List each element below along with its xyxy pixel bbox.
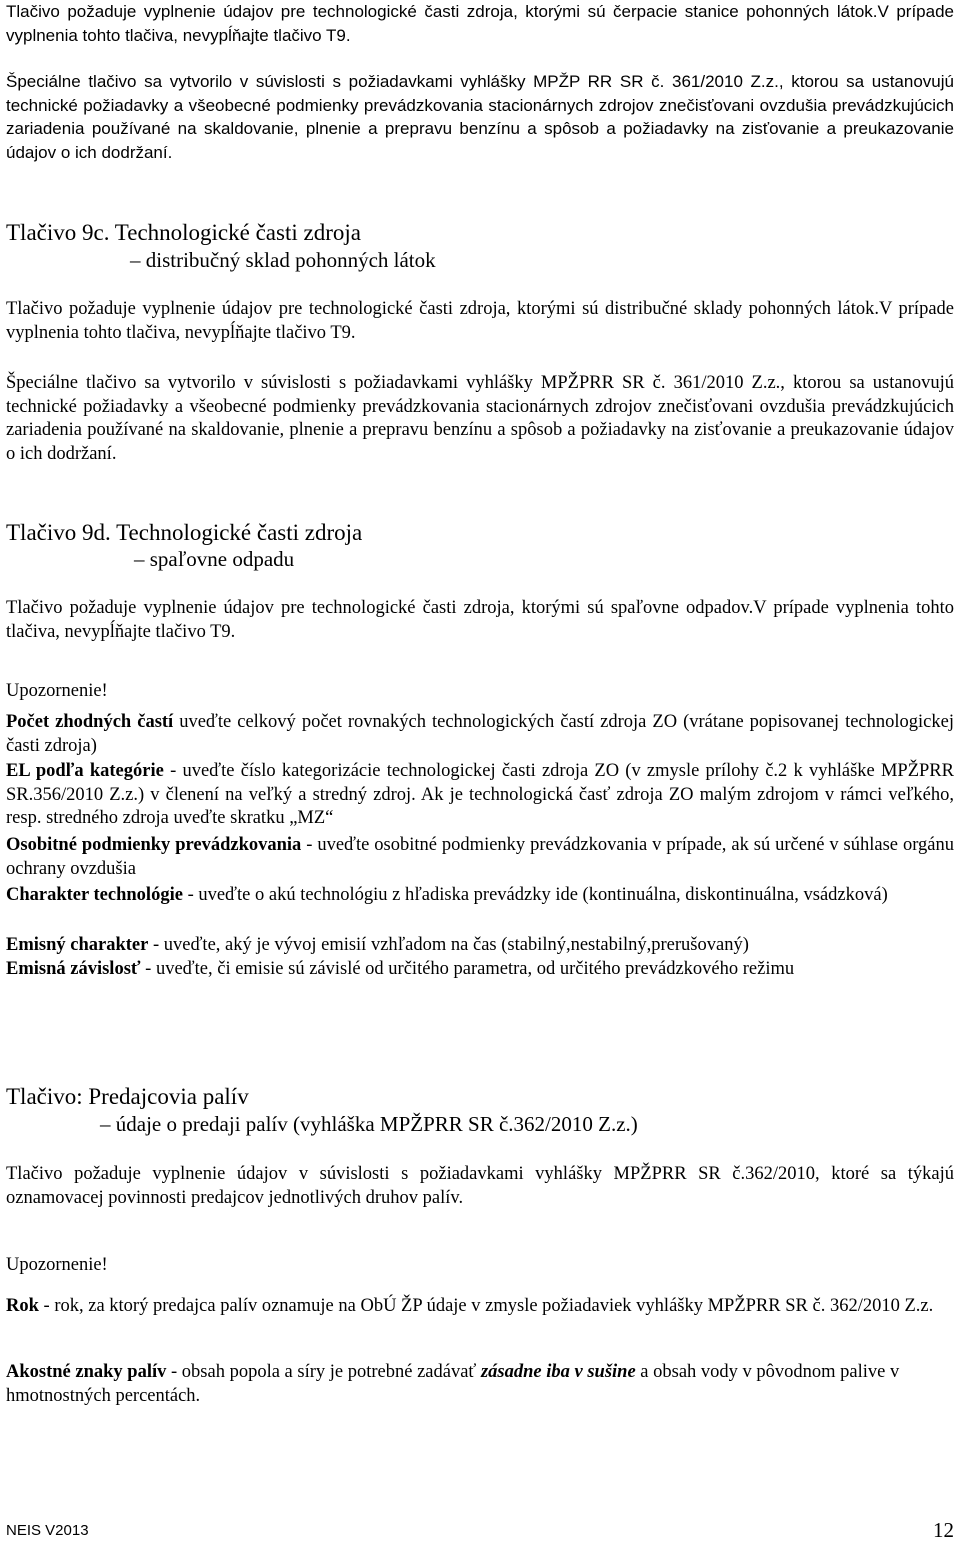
definition-text: uveďte celkový počet rovnakých technologických častí zdroja ZO (vrátane popisovanej technologickej časti zdroja): [6, 712, 954, 756]
definition-akostne-znaky: [6, 1361, 954, 1408]
section-9d-title: Tlačivo 9d. Technologické časti zdroja: [6, 520, 363, 545]
definition-term: EL podľa kategórie: [6, 761, 164, 781]
definition-text: - uveďte číslo kategorizácie technologickej časti zdroja ZO (v zmysle prílohy č.2 k vyhláške MPŽPRR SR.356/2010 Z.z.) v členení na veľký a stredný zdroj. Ak je technologická časť zdroja ZO malým zdrojom v rámci veľkého, resp. stredného zdroja uveďte skratku „MZ“: [6, 761, 954, 828]
definition-term: Akostné znaky palív: [6, 1362, 167, 1382]
section-paliv-subtitle: – údaje o predaji palív (vyhláška MPŽPRR SR č.362/2010 Z.z.): [100, 1112, 638, 1136]
definition-text: - uveďte, aký je vývoj emisií vzhľadom na čas (stabilný,nestabilný,prerušovaný): [148, 935, 749, 955]
definition-charakter-technologie: [6, 884, 954, 908]
section-paliv-title: Tlačivo: Predajcovia palív: [6, 1084, 249, 1109]
section-paliv-warning: Upozornenie!: [6, 1255, 108, 1275]
section-paliv-paragraph-1: Tlačivo požaduje vyplnenie údajov v súvislosti s požiadavkami vyhlášky MPŽPRR SR č.362/2010, ktoré sa týkajú oznamovacej povinnosti predajcov jednotlivých druhov palív.: [6, 1164, 954, 1208]
section-9c-paragraph-2: Špeciálne tlačivo sa vytvorilo v súvislosti s požiadavkami vyhlášky MPŽPRR SR č. 361/2010 Z.z., ktorou sa ustanovujú technické požiadavky a všeobecné podmienky prevádzkovania stacionárnych zdrojov znečisťovani ovzdušia prevádzkujúcich zariadenia používané na skaldovanie, plnenie a prepravu benzínu a spôsob a požiadavky na zisťovanie a preukazovanie údajov o ich dodržaní.: [6, 373, 954, 464]
footer-label: NEIS V2013: [6, 1522, 89, 1539]
section-9c-paragraph-1: Tlačivo požaduje vyplnenie údajov pre technologické časti zdroja, ktorými sú distribučné sklady pohonných látok.V prípade vyplnenia tohto tlačiva, nevypĺňajte tlačivo T9.: [6, 299, 954, 343]
section-9c-subtitle: – distribučný sklad pohonných látok: [130, 248, 436, 272]
intro-paragraph-1: Tlačivo požaduje vyplnenie údajov pre technologické časti zdroja, ktorými sú čerpacie stanice pohonných látok.V prípade vyplnenia tohto tlačiva, nevypĺňajte tlačivo T9.: [6, 2, 954, 45]
section-9d-paragraph-1: Tlačivo požaduje vyplnenie údajov pre technologické časti zdroja, ktorými sú spaľovne odpadov.V prípade vyplnenia tohto tlačiva, nevypĺňajte tlačivo T9.: [6, 598, 954, 642]
definition-term: Charakter technológie: [6, 885, 183, 905]
definition-emisna-zavislost: [6, 958, 954, 982]
definition-text: - uveďte, či emisie sú závislé od určitého parametra, od určitého prevádzkového režimu: [140, 959, 795, 979]
definition-term: Emisná závislosť: [6, 959, 141, 979]
definition-el-podla-kategorie: [6, 760, 954, 831]
section-9c-title: Tlačivo 9c. Technologické časti zdroja: [6, 220, 361, 245]
definition-emisny-charakter: [6, 934, 954, 958]
page-number: 12: [933, 1518, 954, 1542]
definition-term: Rok: [6, 1296, 39, 1316]
definition-pocet-zhodnych-casti: [6, 711, 954, 758]
definition-term: Osobitné podmienky prevádzkovania: [6, 835, 302, 855]
definition-osobitne-podmienky: [6, 834, 954, 881]
definition-text: a obsah vody v pôvodnom palive v hmotnostných percentách.: [6, 1362, 900, 1406]
definition-emphasis: zásadne iba v sušine: [480, 1362, 636, 1382]
definition-text: - uveďte osobitné podmienky prevádzkovania v prípade, ak sú určené v súhlase orgánu ochrany ovzdušia: [6, 835, 954, 879]
definition-text: - uveďte o akú technológiu z hľadiska prevádzky ide (kontinuálna, diskontinuálna, vsádzková): [182, 885, 888, 905]
definition-term: Počet zhodných častí: [6, 712, 174, 732]
section-9d-subtitle: – spaľovne odpadu: [134, 547, 295, 571]
definition-term: Emisný charakter: [6, 935, 149, 955]
definition-rok: [6, 1295, 954, 1319]
intro-paragraph-2: Špeciálne tlačivo sa vytvorilo v súvislosti s požiadavkami vyhlášky MPŽP RR SR č. 361/2010 Z.z., ktorou sa ustanovujú technické požiadavky a všeobecné podmienky prevádzkovania stacionárnych zdrojov znečisťovani ovzdušia prevádzkujúcich zariadenia používané na skaldovanie, plnenie a prepravu benzínu a spôsob a požiadavky na zisťovanie a preukazovanie údajov o ich dodržaní.: [6, 72, 954, 162]
section-9d-warning: Upozornenie!: [6, 681, 108, 701]
definition-text: - rok, za ktorý predajca palív oznamuje na ObÚ ŽP údaje v zmysle požiadaviek vyhlášky MPŽPRR SR č. 362/2010 Z.z.: [38, 1296, 934, 1316]
definition-text: - obsah popola a síry je potrebné zadávať: [166, 1362, 481, 1382]
